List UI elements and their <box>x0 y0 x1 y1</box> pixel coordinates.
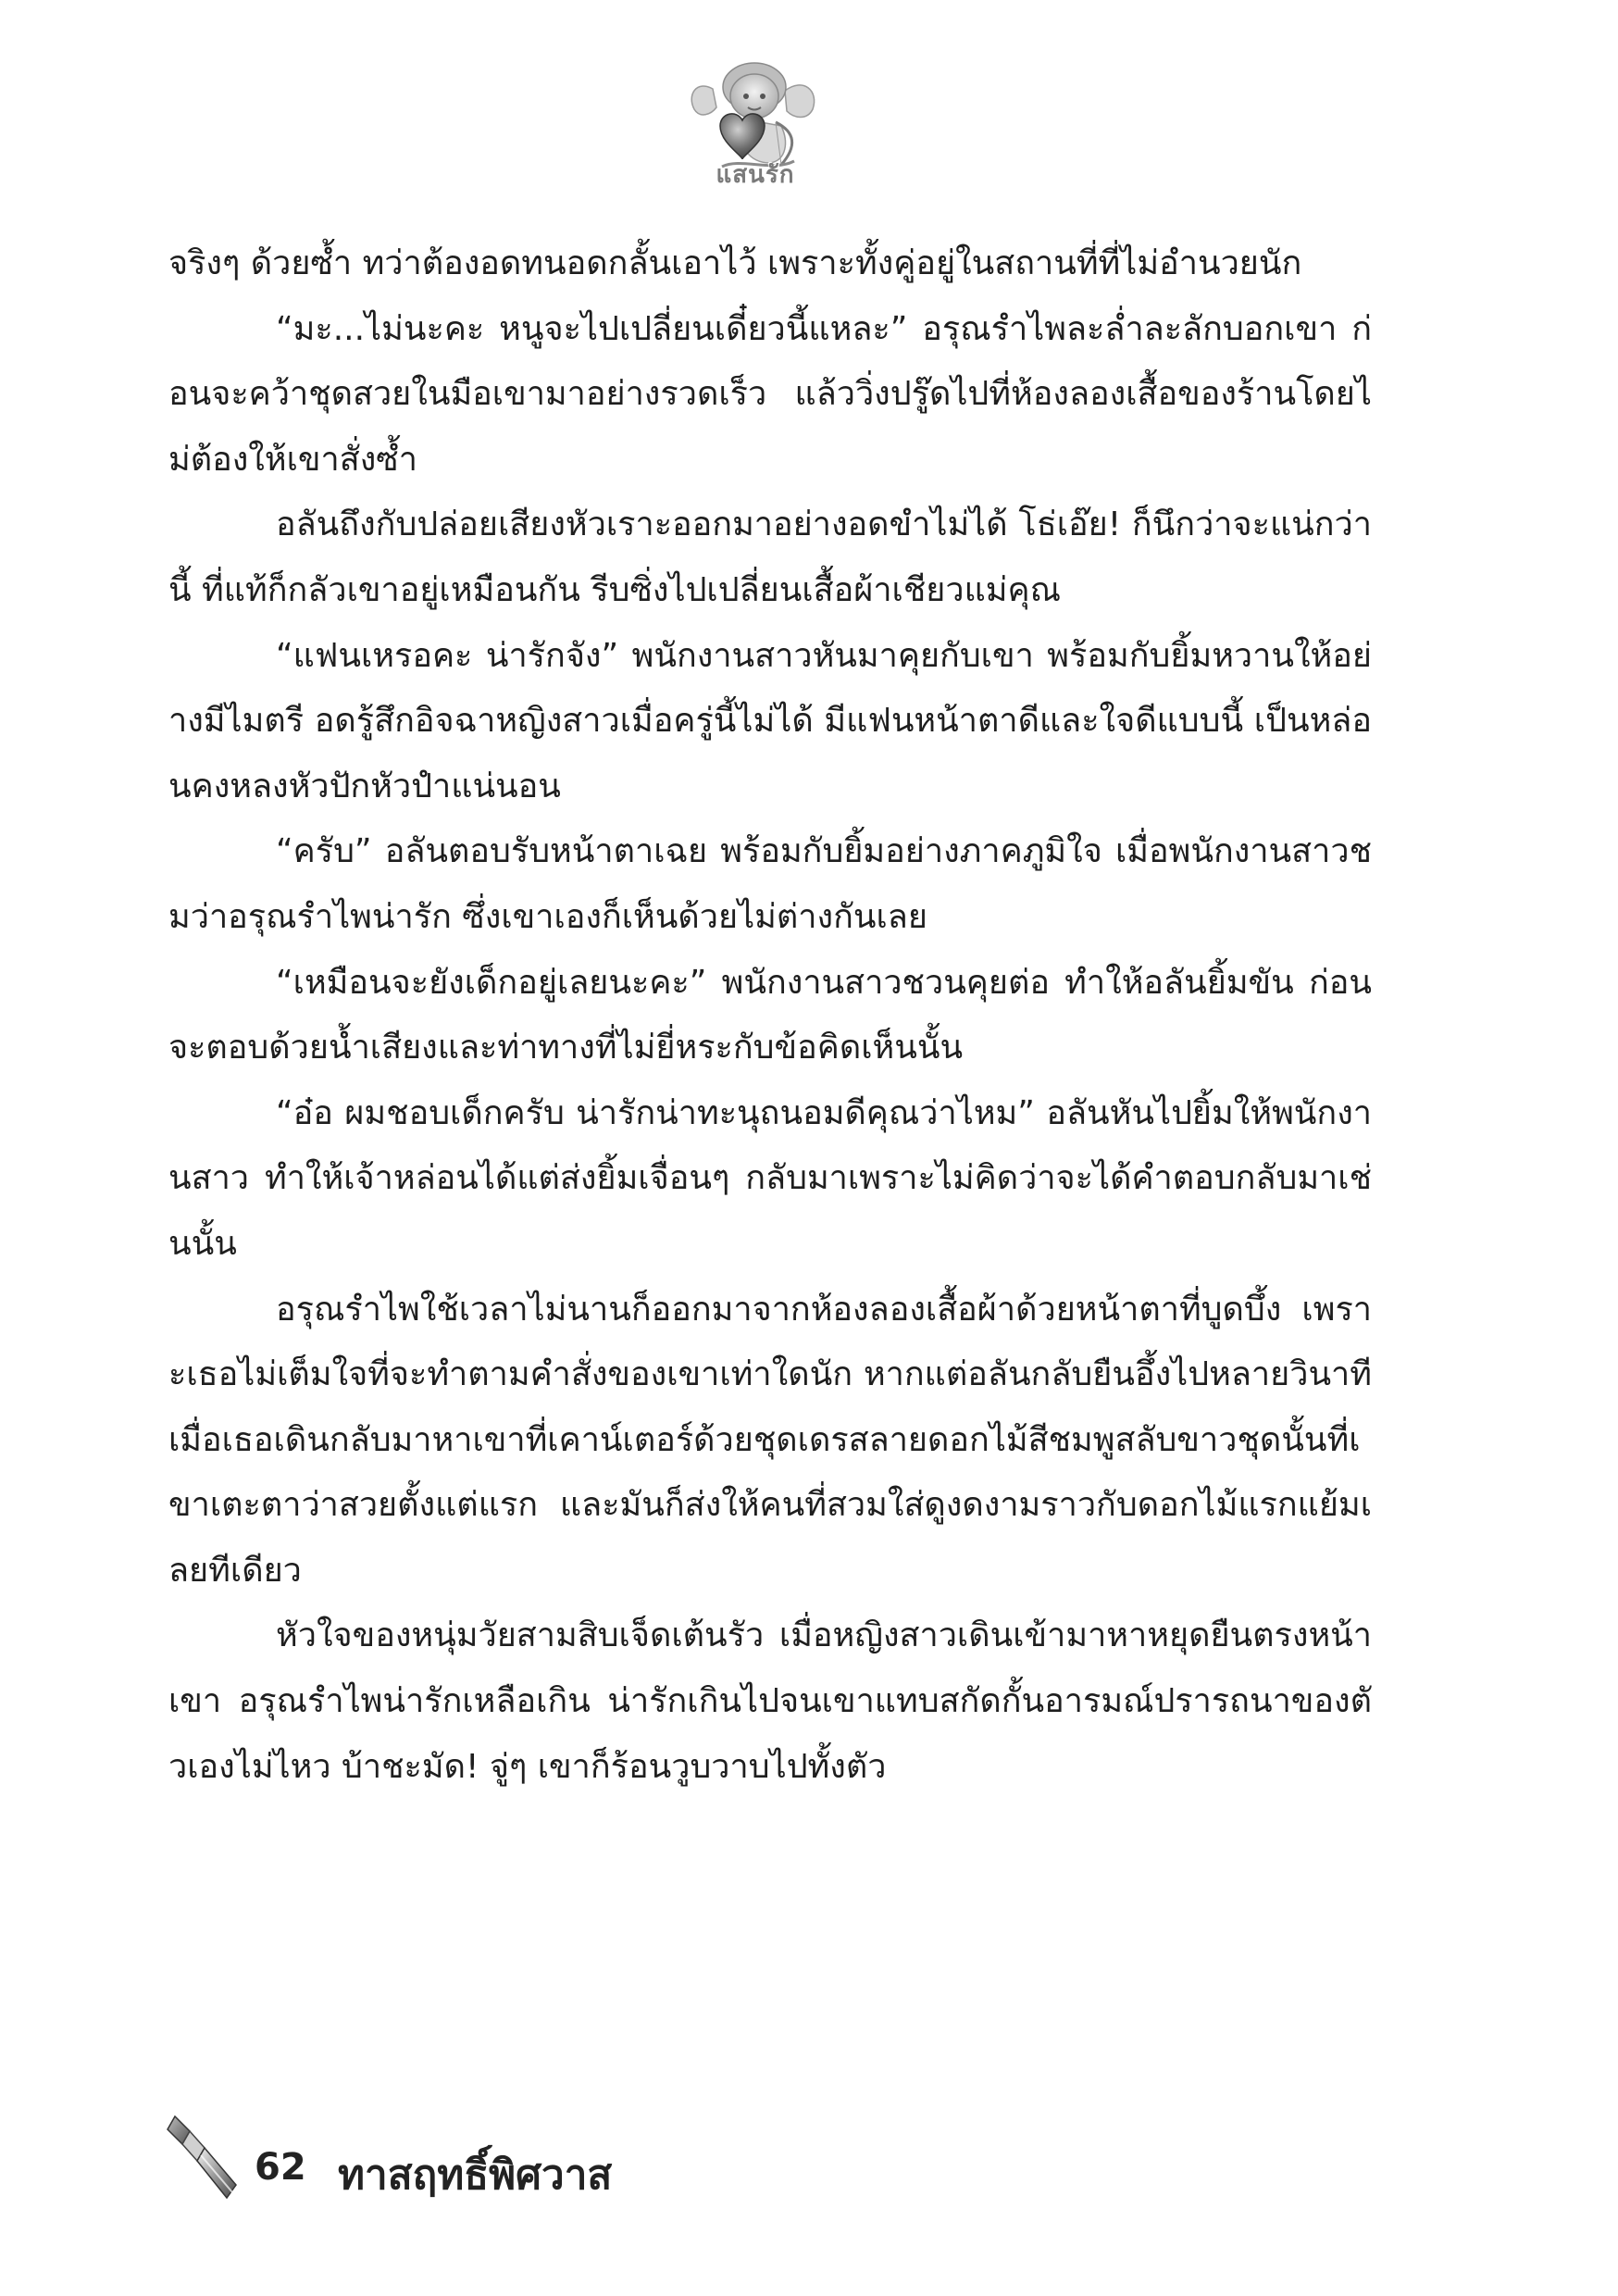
paragraph: “อ๋อ ผมชอบเด็กครับ น่ารักน่าทะนุถนอมดีคุณว่าไหม” อลันหันไปยิ้มให้พนักงานสาว ทำให้เจ้าหล่อนได้แต่ส่งยิ้มเจื่อนๆ กลับมาเพราะไม่คิดว่าจะได้คำตอบกลับมาเช่นนั้น <box>168 1093 1372 1263</box>
paragraph: “ครับ” อลันตอบรับหน้าตาเฉย พร้อมกับยิ้มอย่างภาคภูมิใจ เมื่อพนักงานสาวชมว่าอรุณรำไพน่ารัก ซึ่งเขาเองก็เห็นด้วยไม่ต่างกันเลย <box>168 832 1372 936</box>
paragraph: จริงๆ ด้วยซ้ำ ทว่าต้องอดทนอดกลั้นเอาไว้ เพราะทั้งคู่อยู่ในสถานที่ที่ไม่อำนวยนัก <box>168 244 1302 282</box>
paragraph: “เหมือนจะยังเด็กอยู่เลยนะคะ” พนักงานสาวชวนคุยต่อ ทำให้อลันยิ้มขัน ก่อนจะตอบด้วยน้ำเสียงและท่าทางที่ไม่ยี่หระกับข้อคิดเห็นนั้น <box>168 963 1372 1067</box>
page-number: 62 <box>255 2146 306 2189</box>
paragraph: “แฟนเหรอคะ น่ารักจัง” พนักงานสาวหันมาคุยกับเขา พร้อมกับยิ้มหวานให้อย่างมีไมตรี อดรู้สึกอิจฉาหญิงสาวเมื่อครู่นี้ไม่ได้ มีแฟนหน้าตาดีและใจดีแบบนี้ เป็นหล่อนคงหลงหัวปักหัวปำแน่นอน <box>168 636 1372 805</box>
paragraph: หัวใจของหนุ่มวัยสามสิบเจ็ดเต้นรัว เมื่อหญิงสาวเดินเข้ามาหาหยุดยืนตรงหน้าเขา อรุณรำไพน่ารักเหลือเกิน น่ารักเกินไปจนเขาแทบสกัดกั้นอารมณ์ปรารถนาของตัวเองไม่ไหว บ้าชะมัด! จู่ๆ เขาก็ร้อนวูบวาบไปทั้งตัว <box>168 1616 1372 1786</box>
paragraph: “มะ...ไม่นะคะ หนูจะไปเปลี่ยนเดี๋ยวนี้แหละ” อรุณรำไพละล่ำละลักบอกเขา ก่อนจะคว้าชุดสวยในมือเขามาอย่างรวดเร็ว แล้ววิ่งปรู๊ดไปที่ห้องลองเสื้อของร้านโดยไม่ต้องให้เขาสั่งซ้ำ <box>168 309 1372 479</box>
paragraph: อรุณรำไพใช้เวลาไม่นานก็ออกมาจากห้องลองเสื้อผ้าด้วยหน้าตาที่บูดบึ้ง เพราะเธอไม่เต็มใจที่จะทำตามคำสั่งของเขาเท่าใดนัก หากแต่อลันกลับยืนอึ้งไปหลายวินาที เมื่อเธอเดินกลับมาหาเขาที่เคาน์เตอร์ด้วยชุดเดรสลายดอกไม้สีชมพูสลับขาวชุดนั้นที่เขาเตะตาว่าสวยตั้งแต่แรก และมันก็ส่งให้คนที่สวมใส่ดูงดงามราวกับดอกไม้แรกแย้มเลยทีเดียว <box>168 1290 1372 1590</box>
body-text <box>168 231 1372 1800</box>
paragraph: อลันถึงกับปล่อยเสียงหัวเราะออกมาอย่างอดขำไม่ได้ โธ่เอ๊ย! ก็นึกว่าจะแน่กว่านี้ ที่แท้ก็กลัวเขาอยู่เหมือนกัน รีบซิ่งไปเปลี่ยนเสื้อผ้าเชียวแม่คุณ <box>168 505 1372 609</box>
book-title: ทาสฤทธิ์พิศวาส <box>338 2152 613 2199</box>
logo-wordmark: แสนรัก <box>716 161 795 189</box>
page-footer <box>162 2111 810 2203</box>
lipstick-icon <box>162 2111 245 2203</box>
